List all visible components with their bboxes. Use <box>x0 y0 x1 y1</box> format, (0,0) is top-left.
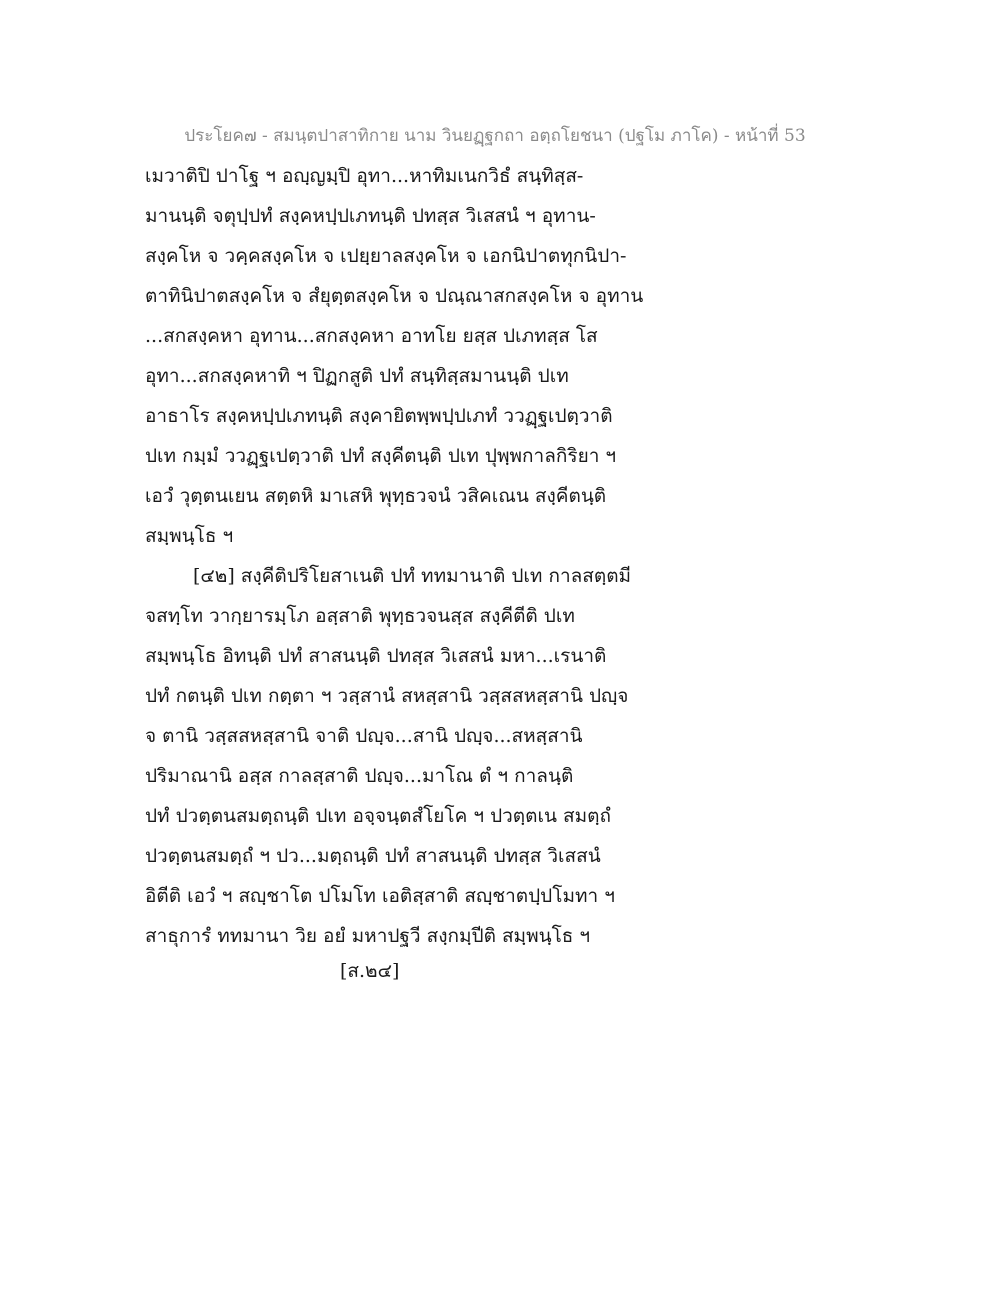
text-line: จสทฺโท วากฺยารมฺโภ อสฺสาติ พุทฺธวจนสฺส สงฺคีตีติ ปเท <box>145 605 575 627</box>
text-line: สาธุการํ ททมานา วิย อยํ มหาปฐวี สงฺกมฺปีติ สมฺพนฺโธ ฯ <box>145 925 591 947</box>
text-line: ตาทินิปาตสงฺคโห จ สํยุตฺตสงฺคโห จ ปณฺณาสกสงฺคโห จ อุทาน <box>145 285 644 307</box>
text-line: [๔๒] สงฺคีติปริโยสาเนติ ปทํ ททมานาติ ปเท กาลสตฺตมี <box>193 565 632 587</box>
text-line: อุทา...สกสงฺคหาทิ ฯ ปิฏกสูติ ปทํ สนฺทิสฺสมานนฺติ ปเท <box>145 365 569 387</box>
text-line: ปทํ ปวตฺตนสมตฺถนฺติ ปเท อจฺจนฺตสํโยโค ฯ ปวตฺตเน สมตฺถํ <box>145 805 611 827</box>
text-line: ปเท กมฺมํ ววฏฺฐเปตฺวาติ ปทํ สงฺคีตนฺติ ปเท ปุพฺพกาลกิริยา ฯ <box>145 445 617 467</box>
text-line: ...สกสงฺคหา อุทาน...สกสงฺคหา อาทโย ยสฺส ปเภทสฺส โส <box>145 325 598 347</box>
text-line: อิตีติ เอวํ ฯ สญฺชาโต ปโมโท เอติสฺสาติ สญฺชาตปฺปโมทา ฯ <box>145 885 615 907</box>
text-line: ปทํ กตนฺติ ปเท กตฺตา ฯ วสฺสานํ สหสฺสานิ วสฺสสหสฺสานิ ปญฺจ <box>145 685 629 707</box>
text-line: ปวตฺตนสมตฺถํ ฯ ปว...มตฺถนฺติ ปทํ สาสนนฺติ ปทสฺส วิเสสนํ <box>145 845 601 867</box>
page-marker: [ส.๒๔] <box>340 960 400 982</box>
body-text <box>145 160 665 960</box>
text-line: สมฺพนฺโธ อิทนฺติ ปทํ สาสนนฺติ ปทสฺส วิเสสนํ มหา...เรนาติ <box>145 645 607 667</box>
text-line: ปริมาณานิ อสฺส กาลสฺสาติ ปญฺจ...มาโณ ตํ ฯ กาลนฺติ <box>145 765 574 787</box>
text-line: เมวาติปิ ปาโฐ ฯ อญฺญมฺปิ อุทา...หาทิมเนกวิธํ สนฺทิสฺส- <box>145 165 584 187</box>
text-line: อาธาโร สงฺคหปฺปเภทนฺติ สงฺคายิตพฺพปฺปเภทํ ววฏฺฐเปตฺวาติ <box>145 405 613 427</box>
running-header: ประโยค๗ - สมนฺตปาสาทิกาย นาม วินยฏฺฐกถา อตฺถโยชนา (ปฐโม ภาโค) - หน้าที่ 53 <box>184 126 806 146</box>
text-line: จ ตานิ วสฺสสหสฺสานิ จาติ ปญฺจ...สานิ ปญฺจ...สหสฺสานิ <box>145 725 583 747</box>
text-line: เอวํ วุตฺตนเยน สตฺตหิ มาเสหิ พุทฺธวจนํ วสิคเณน สงฺคีตนฺติ <box>145 485 607 507</box>
text-line: มานนฺติ จตุปฺปทํ สงฺคหปฺปเภทนฺติ ปทสฺส วิเสสนํ ฯ อุทาน- <box>145 205 596 227</box>
text-line: สมฺพนฺโธ ฯ <box>145 525 234 547</box>
text-line: สงฺคโห จ วคฺคสงฺคโห จ เปยฺยาลสงฺคโห จ เอกนิปาตทุกนิปา- <box>145 245 627 267</box>
